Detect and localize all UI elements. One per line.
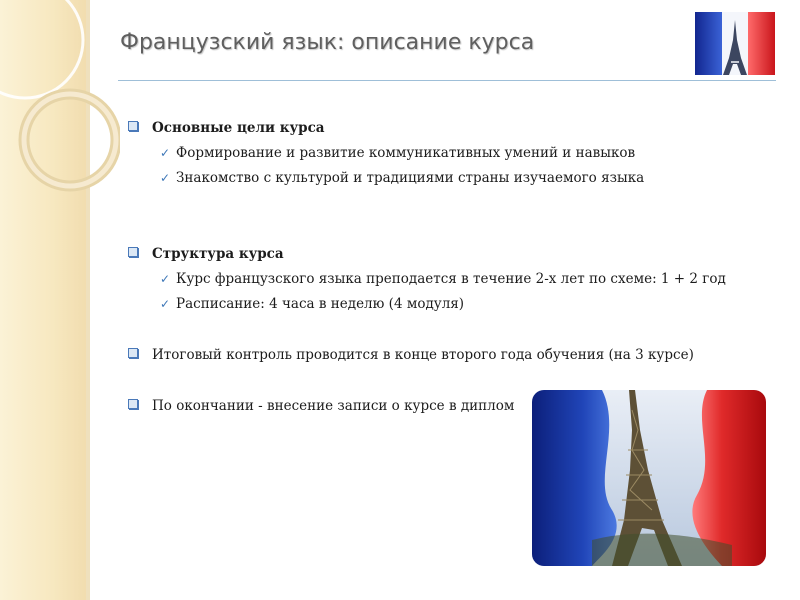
list-item: По окончании - внесение записи о курсе в диплом xyxy=(128,398,514,414)
title-divider xyxy=(118,80,776,81)
list-item xyxy=(128,120,325,136)
list-item: ✓ Курс французского языка преподается в течение 2-х лет по схеме: 1 + 2 год xyxy=(160,271,726,287)
square-bullet-icon xyxy=(128,247,138,257)
list-item: Итоговый контроль проводится в конце второго года обучения (на 3 курсе) xyxy=(128,347,694,363)
check-icon: ✓ xyxy=(160,272,171,286)
check-icon: ✓ xyxy=(160,146,171,160)
check-icon: ✓ xyxy=(160,297,171,311)
french-flag-image xyxy=(695,12,775,75)
list-item xyxy=(128,246,284,262)
page-title: Французский язык: описание курса xyxy=(120,30,535,55)
section-heading: Структура курса xyxy=(152,246,284,262)
decorative-circles xyxy=(0,0,120,220)
square-bullet-icon xyxy=(128,121,138,131)
square-bullet-icon xyxy=(128,348,138,358)
square-bullet-icon xyxy=(128,399,138,409)
list-item: ✓ Знакомство с культурой и традициями страны изучаемого языка xyxy=(160,170,645,186)
list-item: ✓ Формирование и развитие коммуникативных умений и навыков xyxy=(160,145,636,161)
check-icon: ✓ xyxy=(160,171,171,185)
list-item: ✓ Расписание: 4 часа в неделю (4 модуля) xyxy=(160,296,465,312)
section-heading: Основные цели курса xyxy=(152,120,325,136)
eiffel-tower-photo xyxy=(532,390,766,566)
